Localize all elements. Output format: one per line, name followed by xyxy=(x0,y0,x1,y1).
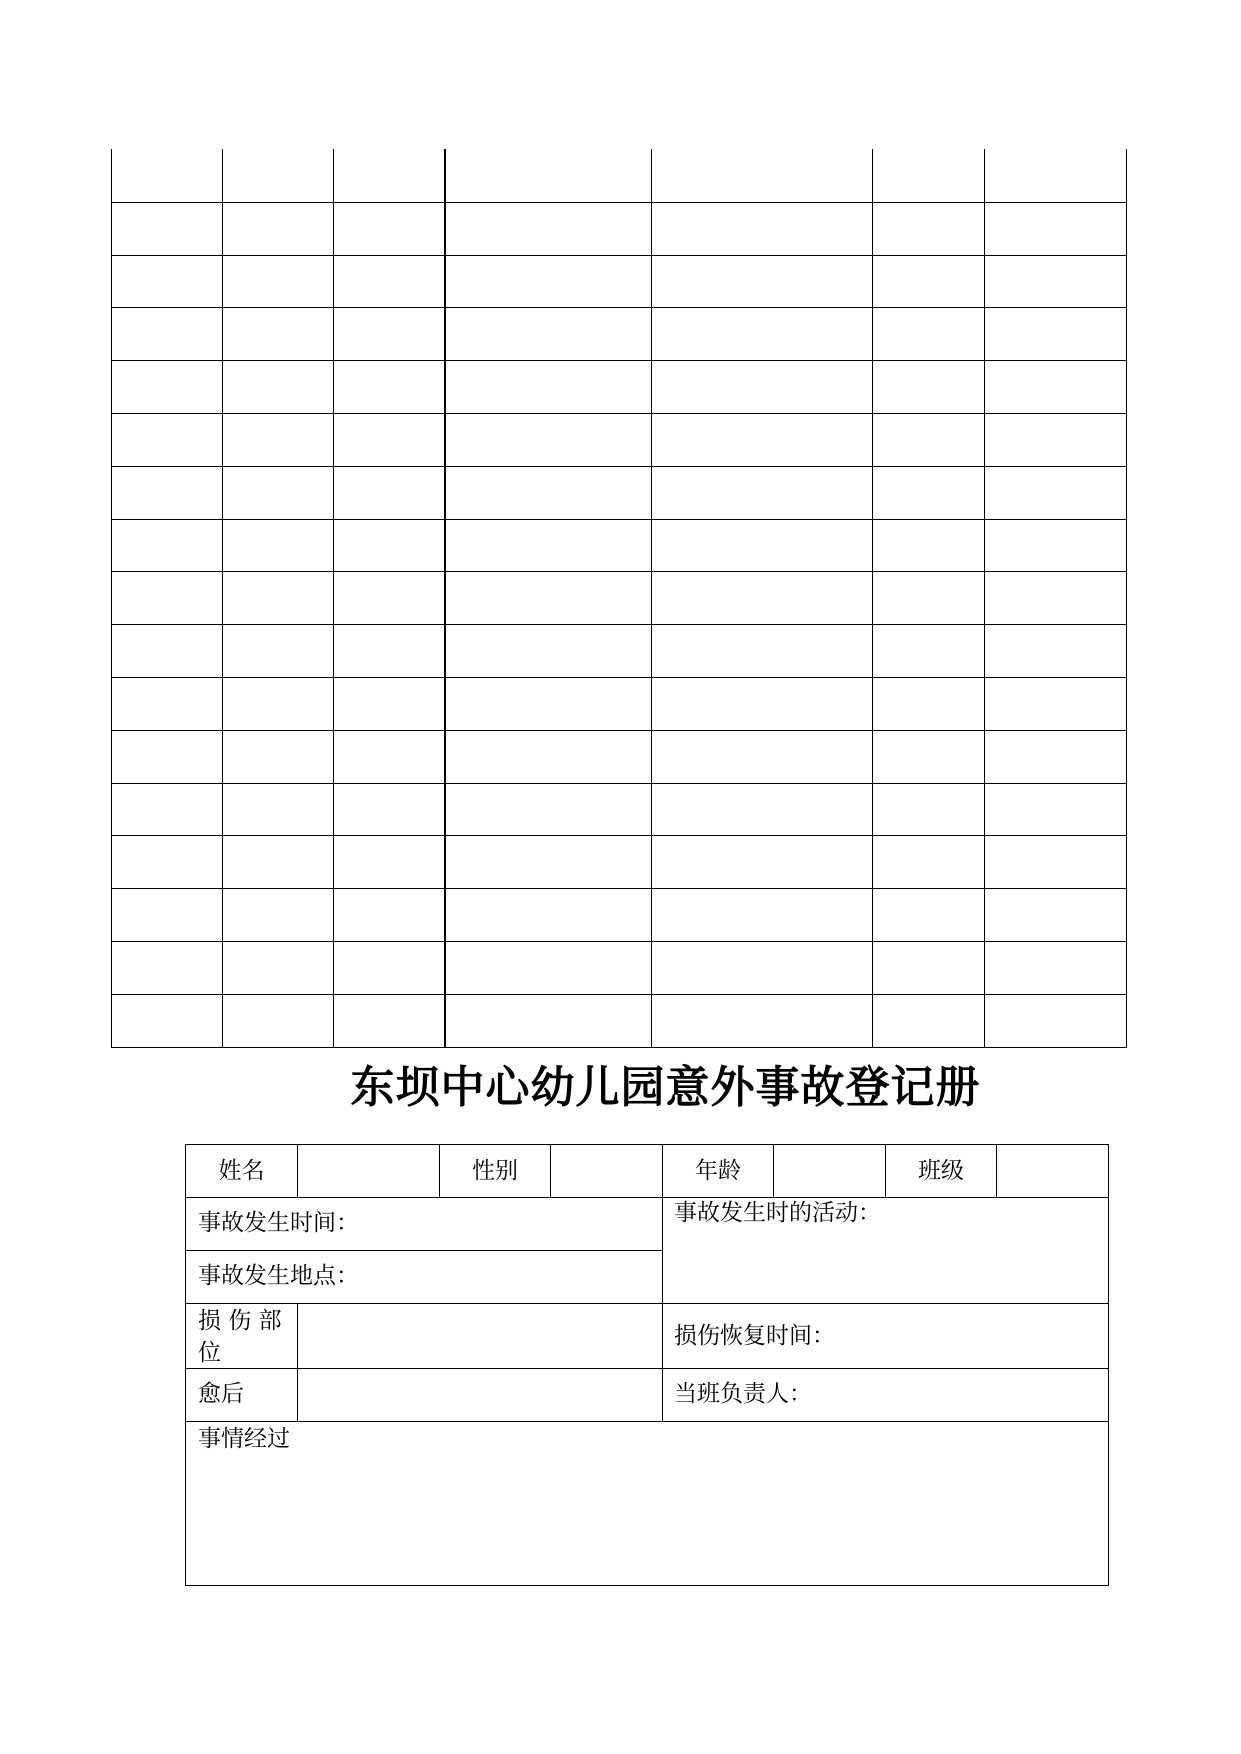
table-cell[interactable] xyxy=(653,679,871,729)
table-cell[interactable] xyxy=(335,732,443,782)
table-cell[interactable] xyxy=(653,415,871,465)
recovery-time-label: 损伤恢复时间： xyxy=(674,1323,835,1349)
table-cell[interactable] xyxy=(113,573,221,623)
table-cell[interactable] xyxy=(113,309,221,359)
table-cell[interactable] xyxy=(653,257,871,307)
table-cell[interactable] xyxy=(335,679,443,729)
table-cell[interactable] xyxy=(986,573,1125,623)
table-cell[interactable] xyxy=(874,415,983,465)
table-cell[interactable] xyxy=(986,996,1125,1046)
table-cell[interactable] xyxy=(335,309,443,359)
table-cell[interactable] xyxy=(986,837,1125,887)
grid-horizontal-line xyxy=(111,255,1127,256)
incident-detail-field[interactable] xyxy=(187,1455,1107,1585)
table-cell[interactable] xyxy=(446,996,650,1046)
incident-detail-label: 事情经过 xyxy=(198,1426,290,1452)
table-cell[interactable] xyxy=(224,151,332,201)
page-title: 东坝中心幼儿园意外事故登记册 xyxy=(350,1062,981,1113)
table-cell[interactable] xyxy=(446,573,650,623)
table-cell[interactable] xyxy=(653,151,871,201)
table-cell[interactable] xyxy=(113,257,221,307)
table-cell[interactable] xyxy=(874,732,983,782)
grid-vertical-line xyxy=(333,149,334,1047)
table-cell[interactable] xyxy=(653,573,871,623)
table-cell[interactable] xyxy=(224,573,332,623)
accident-activity-field[interactable] xyxy=(663,1229,1108,1303)
table-cell[interactable] xyxy=(335,996,443,1046)
table-cell[interactable] xyxy=(446,362,650,412)
after-recovery-label: 愈后 xyxy=(198,1381,244,1407)
grid-horizontal-line xyxy=(111,677,1127,678)
injury-part-field[interactable] xyxy=(298,1304,662,1368)
table-cell[interactable] xyxy=(446,415,650,465)
table-cell[interactable] xyxy=(874,943,983,993)
accident-place-label: 事故发生地点： xyxy=(198,1263,359,1289)
table-cell[interactable] xyxy=(224,415,332,465)
table-cell[interactable] xyxy=(986,415,1125,465)
table-cell[interactable] xyxy=(335,204,443,254)
grid-vertical-line xyxy=(111,149,112,1047)
table-cell[interactable] xyxy=(224,626,332,676)
table-cell[interactable] xyxy=(335,626,443,676)
table-cell[interactable] xyxy=(113,151,221,201)
table-cell[interactable] xyxy=(446,785,650,835)
table-cell[interactable] xyxy=(986,362,1125,412)
table-cell[interactable] xyxy=(874,837,983,887)
table-cell[interactable] xyxy=(446,626,650,676)
injury-part-label: 损 伤 部 xyxy=(198,1308,282,1334)
table-cell[interactable] xyxy=(986,732,1125,782)
table-cell[interactable] xyxy=(113,996,221,1046)
grid-horizontal-line xyxy=(111,994,1127,995)
gender-label: 性别 xyxy=(472,1158,518,1184)
table-cell[interactable] xyxy=(446,890,650,940)
table-cell[interactable] xyxy=(653,521,871,571)
table-cell[interactable] xyxy=(446,521,650,571)
table-cell[interactable] xyxy=(874,785,983,835)
table-cell[interactable] xyxy=(113,204,221,254)
table-cell[interactable] xyxy=(874,204,983,254)
table-cell[interactable] xyxy=(874,521,983,571)
table-cell[interactable] xyxy=(224,732,332,782)
table-cell[interactable] xyxy=(113,626,221,676)
table-cell[interactable] xyxy=(653,943,871,993)
table-cell[interactable] xyxy=(224,257,332,307)
table-cell[interactable] xyxy=(874,257,983,307)
table-cell[interactable] xyxy=(874,362,983,412)
table-cell[interactable] xyxy=(113,679,221,729)
teacher-on-duty-label: 当班负责人： xyxy=(674,1381,812,1407)
table-cell[interactable] xyxy=(986,204,1125,254)
table-cell[interactable] xyxy=(874,996,983,1046)
name-label: 姓名 xyxy=(218,1158,265,1184)
table-cell[interactable] xyxy=(874,573,983,623)
table-cell[interactable] xyxy=(335,837,443,887)
table-cell[interactable] xyxy=(986,943,1125,993)
table-cell[interactable] xyxy=(335,943,443,993)
table-cell[interactable] xyxy=(986,890,1125,940)
grid-horizontal-line xyxy=(111,730,1127,731)
table-cell[interactable] xyxy=(874,309,983,359)
table-cell[interactable] xyxy=(335,890,443,940)
table-cell[interactable] xyxy=(224,468,332,518)
table-cell[interactable] xyxy=(113,468,221,518)
grid-horizontal-line xyxy=(111,624,1127,625)
name-field[interactable] xyxy=(298,1146,439,1197)
table-cell[interactable] xyxy=(653,890,871,940)
table-cell[interactable] xyxy=(986,626,1125,676)
table-cell[interactable] xyxy=(224,362,332,412)
injury-part-label-cont: 位 xyxy=(198,1340,221,1366)
grid-vertical-line xyxy=(1126,149,1127,1047)
table-cell[interactable] xyxy=(653,204,871,254)
table-cell[interactable] xyxy=(113,521,221,571)
table-cell[interactable] xyxy=(874,468,983,518)
after-recovery-field[interactable] xyxy=(298,1369,662,1421)
table-cell[interactable] xyxy=(335,573,443,623)
age-field[interactable] xyxy=(774,1146,885,1197)
table-cell[interactable] xyxy=(986,785,1125,835)
table-cell[interactable] xyxy=(113,785,221,835)
table-cell[interactable] xyxy=(335,415,443,465)
table-cell[interactable] xyxy=(224,785,332,835)
table-cell[interactable] xyxy=(224,890,332,940)
table-cell[interactable] xyxy=(874,679,983,729)
table-cell[interactable] xyxy=(113,732,221,782)
upper-blank-table xyxy=(111,149,1127,1047)
accident-activity-label: 事故发生时的活动： xyxy=(674,1200,881,1226)
grid-horizontal-line xyxy=(111,413,1127,414)
table-cell[interactable] xyxy=(335,362,443,412)
table-cell[interactable] xyxy=(224,204,332,254)
table-cell[interactable] xyxy=(113,890,221,940)
table-cell[interactable] xyxy=(113,362,221,412)
table-cell[interactable] xyxy=(224,837,332,887)
table-cell[interactable] xyxy=(653,626,871,676)
grid-horizontal-line xyxy=(111,941,1127,942)
table-cell[interactable] xyxy=(224,309,332,359)
table-cell[interactable] xyxy=(986,257,1125,307)
class-label: 班级 xyxy=(918,1158,964,1184)
accident-registration-form xyxy=(185,1144,1109,1586)
table-cell[interactable] xyxy=(446,204,650,254)
table-cell[interactable] xyxy=(446,943,650,993)
table-cell[interactable] xyxy=(446,837,650,887)
table-cell[interactable] xyxy=(653,468,871,518)
table-cell[interactable] xyxy=(335,468,443,518)
table-cell[interactable] xyxy=(224,521,332,571)
table-cell[interactable] xyxy=(986,309,1125,359)
table-cell[interactable] xyxy=(446,468,650,518)
grid-horizontal-line xyxy=(111,888,1127,889)
table-cell[interactable] xyxy=(986,151,1125,201)
grid-vertical-line xyxy=(651,149,652,1047)
class-field[interactable] xyxy=(997,1146,1108,1197)
table-cell[interactable] xyxy=(874,890,983,940)
grid-horizontal-line xyxy=(111,519,1127,520)
grid-horizontal-line xyxy=(111,202,1127,203)
table-cell[interactable] xyxy=(653,837,871,887)
table-cell[interactable] xyxy=(446,309,650,359)
grid-vertical-line xyxy=(984,149,985,1047)
table-cell[interactable] xyxy=(653,309,871,359)
gender-field[interactable] xyxy=(551,1146,662,1197)
accident-time-label: 事故发生时间： xyxy=(198,1210,359,1236)
table-cell[interactable] xyxy=(986,468,1125,518)
table-cell[interactable] xyxy=(446,732,650,782)
grid-vertical-line xyxy=(872,149,873,1047)
grid-horizontal-line xyxy=(111,360,1127,361)
table-cell[interactable] xyxy=(874,151,983,201)
grid-horizontal-line xyxy=(111,783,1127,784)
table-cell[interactable] xyxy=(986,521,1125,571)
table-cell[interactable] xyxy=(335,151,443,201)
table-cell[interactable] xyxy=(653,996,871,1046)
grid-horizontal-line xyxy=(111,1047,1127,1048)
table-cell[interactable] xyxy=(224,996,332,1046)
table-cell[interactable] xyxy=(874,626,983,676)
table-cell[interactable] xyxy=(335,785,443,835)
table-cell[interactable] xyxy=(113,415,221,465)
table-cell[interactable] xyxy=(224,943,332,993)
table-cell[interactable] xyxy=(335,521,443,571)
table-cell[interactable] xyxy=(653,785,871,835)
grid-horizontal-line xyxy=(111,571,1127,572)
table-cell[interactable] xyxy=(113,837,221,887)
table-cell[interactable] xyxy=(224,679,332,729)
table-cell[interactable] xyxy=(446,679,650,729)
table-cell[interactable] xyxy=(653,362,871,412)
table-cell[interactable] xyxy=(446,151,650,201)
age-label: 年龄 xyxy=(695,1158,741,1184)
table-cell[interactable] xyxy=(113,943,221,993)
table-cell[interactable] xyxy=(653,732,871,782)
grid-horizontal-line xyxy=(111,835,1127,836)
grid-horizontal-line xyxy=(111,307,1127,308)
table-cell[interactable] xyxy=(335,257,443,307)
table-cell[interactable] xyxy=(986,679,1125,729)
grid-vertical-line xyxy=(222,149,223,1047)
table-cell[interactable] xyxy=(446,257,650,307)
grid-horizontal-line xyxy=(111,466,1127,467)
